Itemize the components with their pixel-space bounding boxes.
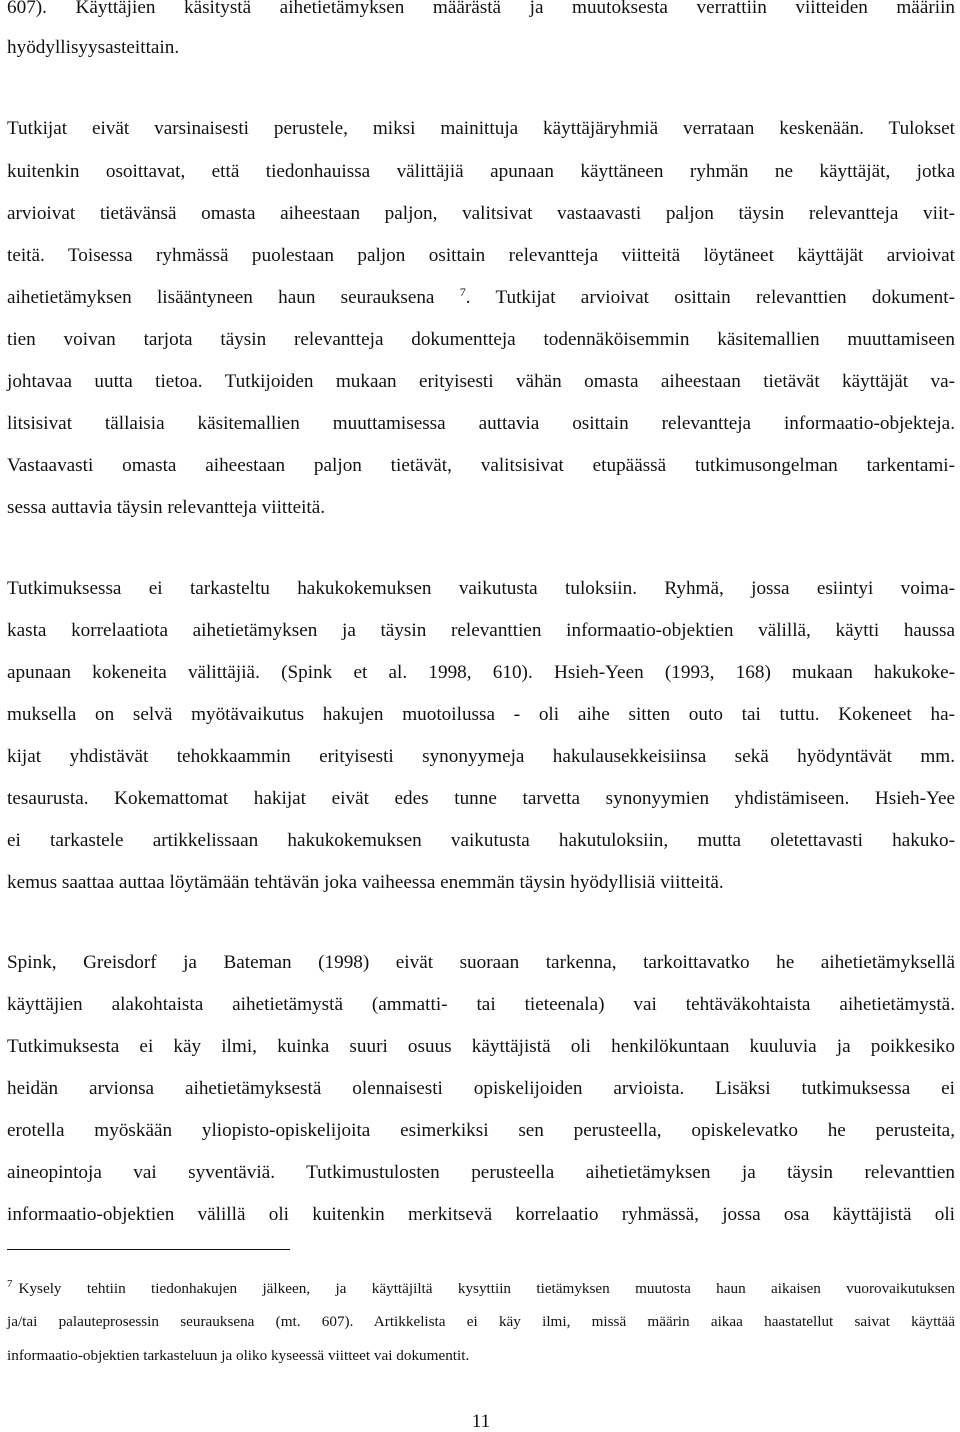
paragraph-2-line-6: tien voivan tarjota täysin relevantteja dokumentteja todennäköisemmin käsitemallien muuttamiseen bbox=[7, 329, 955, 350]
paragraph-3-line-8: kemus saattaa auttaa löytämään tehtävän joka vaiheessa enemmän täysin hyödyllisiä viitteitä. bbox=[7, 872, 724, 893]
paragraph-4-line-3: Tutkimuksesta ei käy ilmi, kuinka suuri osuus käyttäjistä oli henkilökuntaan kuuluvia ja poikkesiko bbox=[7, 1036, 955, 1057]
footnote-mark: 7 bbox=[7, 1278, 13, 1290]
line-text-rest: . Tutkijat arvioivat osittain relevanttien dokument- bbox=[465, 287, 956, 308]
paragraph-3-line-6: tesaurusta. Kokemattomat hakijat eivät edes tunne tarvetta synonyymien yhdistämiseen. Hsieh-Yee bbox=[7, 788, 955, 809]
paragraph-2-line-9: Vastaavasti omasta aiheestaan paljon tietävät, valitsisivat etupäässä tutkimusongelman tarkentami- bbox=[7, 455, 955, 476]
paragraph-2-line-8: litsisivat tällaisia käsitemallien muuttamisessa auttavia osittain relevantteja informaatio-objekteja. bbox=[7, 413, 955, 434]
paragraph-4-line-1: Spink, Greisdorf ja Bateman (1998) eivät suoraan tarkenna, tarkoittavatko he aihetietämyksellä bbox=[7, 952, 955, 973]
paragraph-2-line-10: sessa auttavia täysin relevantteja viitteitä. bbox=[7, 497, 326, 518]
footnote-line-1 bbox=[7, 1279, 955, 1299]
paragraph-4-line-6: aineopintoja vai syventäviä. Tutkimustulosten perusteella aihetietämyksen ja täysin relevanttien bbox=[7, 1162, 955, 1183]
paragraph-4-line-4: heidän arvionsa aihetietämyksestä olennaisesti opiskelijoiden arvioista. Lisäksi tutkimuksessa ei bbox=[7, 1078, 955, 1099]
footnote-line-2: ja/tai palauteprosessin seurauksena (mt. 607). Artikkelista ei käy ilmi, missä määrin aikaa haastatellut saivat käyttää bbox=[7, 1313, 955, 1330]
paragraph-2-line-2: kuitenkin osoittavat, että tiedonhauissa välittäjiä apunaan käyttäneen ryhmän ne käyttäjät, jotka bbox=[7, 161, 955, 182]
paragraph-2-line-1: Tutkijat eivät varsinaisesti perustele, miksi mainittuja käyttäjäryhmiä verrataan keskenään. Tulokset bbox=[7, 118, 955, 139]
paragraph-2-line-4: teitä. Toisessa ryhmässä puolestaan paljon osittain relevantteja viitteitä löytäneet käyttäjät arvioivat bbox=[7, 245, 955, 266]
paragraph-2-line-7: johtavaa uutta tietoa. Tutkijoiden mukaan erityisesti vähän omasta aiheestaan tietävät käyttäjät va- bbox=[7, 371, 955, 392]
footnote-line-3: informaatio-objektien tarkasteluun ja oliko kyseessä viitteet vai dokumentit. bbox=[7, 1347, 470, 1364]
paragraph-3-line-7: ei tarkastele artikkelissaan hakukokemuksen vaikutusta hakutuloksiin, mutta oletettavasti hakuko- bbox=[7, 830, 955, 851]
paragraph-2-line-3: arvioivat tietävänsä omasta aiheestaan paljon, valitsivat vastaavasti paljon täysin relevantteja viit- bbox=[7, 203, 955, 224]
paragraph-1-line-1: 607). Käyttäjien käsitystä aihetietämyksen määrästä ja muutoksesta verrattiin viitteiden määriin bbox=[7, 0, 955, 18]
page-number: 11 bbox=[471, 1411, 491, 1432]
line-text: aihetietämyksen lisääntyneen haun seurauksena bbox=[7, 287, 435, 308]
footnote-divider bbox=[7, 1249, 290, 1250]
paragraph-4-line-2: käyttäjien alakohtaista aihetietämystä (ammatti- tai tieteenala) vai tehtäväkohtaista aihetietämystä. bbox=[7, 994, 955, 1015]
paragraph-3-line-1: Tutkimuksessa ei tarkasteltu hakukokemuksen vaikutusta tuloksiin. Ryhmä, jossa esiintyi voima- bbox=[7, 578, 955, 599]
footnote-reference: 7 bbox=[459, 285, 466, 299]
footnote-text: Kysely tehtiin tiedonhakujen jälkeen, ja käyttäjiltä kysyttiin tietämyksen muutosta haun aikaisen vuorovaikutuksen bbox=[18, 1280, 955, 1297]
paragraph-3-line-3: apunaan kokeneita välittäjiä. (Spink et al. 1998, 610). Hsieh-Yeen (1993, 168) mukaan hakukoke- bbox=[7, 662, 955, 683]
paragraph-3-line-2: kasta korrelaatiota aihetietämyksen ja täysin relevanttien informaatio-objektien välillä, käytti haussa bbox=[7, 620, 955, 641]
paragraph-3-line-4: muksella on selvä myötävaikutus hakujen muotoilussa - oli aihe sitten outo tai tuttu. Kokeneet ha- bbox=[7, 704, 955, 725]
paragraph-3-line-5: kijat yhdistävät tehokkaammin erityisesti synonyymeja hakulausekkeisiinsa sekä hyödyntävät mm. bbox=[7, 746, 955, 767]
paragraph-2-line-5 bbox=[7, 286, 955, 310]
paragraph-4-line-5: erotella myöskään yliopisto-opiskelijoita esimerkiksi sen perusteella, opiskelevatko he perusteita, bbox=[7, 1120, 955, 1141]
paragraph-4-line-7: informaatio-objektien välillä oli kuitenkin merkitsevä korrelaatio ryhmässä, jossa osa käyttäjistä oli bbox=[7, 1204, 955, 1225]
paragraph-1-line-2: hyödyllisyysasteittain. bbox=[7, 37, 180, 58]
